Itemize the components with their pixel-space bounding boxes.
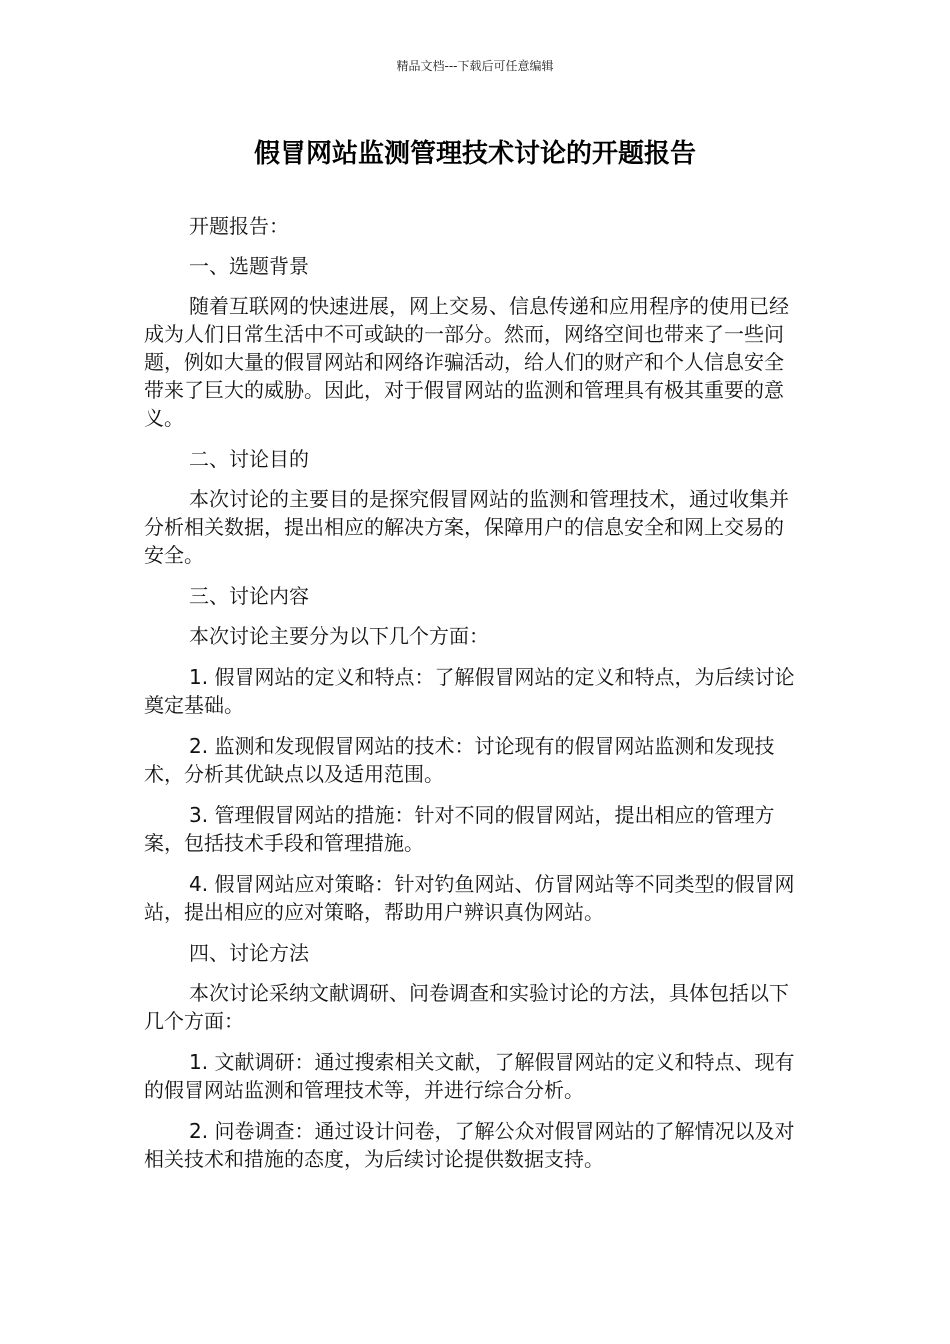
header-note: 精品文档---下载后可任意编辑 (396, 59, 554, 73)
list-item-method-1: 1. 文献调研：通过搜索相关文献，了解假冒网站的定义和特点、现有的假冒网站监测和管理技术等，并进行综合分析。 (144, 1050, 795, 1102)
list-item-content-1: 1. 假冒网站的定义和特点：了解假冒网站的定义和特点，为后续讨论奠定基础。 (144, 665, 795, 717)
paragraph-method-intro: 本次讨论采纳文献调研、问卷调查和实验讨论的方法，具体包括以下几个方面： (144, 981, 789, 1033)
section-heading-method: 四、讨论方法 (189, 941, 309, 965)
list-item-content-3: 3. 管理假冒网站的措施：针对不同的假冒网站，提出相应的管理方案，包括技术手段和管理措施。 (144, 803, 775, 855)
paragraph-content-intro: 本次讨论主要分为以下几个方面： (189, 624, 489, 648)
list-item-content-2: 2. 监测和发现假冒网站的技术：讨论现有的假冒网站监测和发现技术，分析其优缺点以及适用范围。 (144, 734, 775, 786)
paragraph-background: 随着互联网的快速进展，网上交易、信息传递和应用程序的使用已经成为人们日常生活中不可或缺的一部分。然而，网络空间也带来了一些问题，例如大量的假冒网站和网络诈骗活动，给人们的财产和个人信息安全带来了巨大的威胁。因此，对于假冒网站的监测和管理具有极其重要的意义。 (144, 294, 789, 430)
list-item-method-2: 2. 问卷调查：通过设计问卷，了解公众对假冒网站的了解情况以及对相关技术和措施的态度，为后续讨论提供数据支持。 (144, 1119, 795, 1171)
paragraph-purpose: 本次讨论的主要目的是探究假冒网站的监测和管理技术，通过收集并分析相关数据，提出相应的解决方案，保障用户的信息安全和网上交易的安全。 (144, 487, 789, 567)
document-body (144, 212, 800, 1186)
section-heading-background: 一、选题背景 (189, 254, 309, 278)
document-title: 假冒网站监测管理技术讨论的开题报告 (253, 139, 696, 169)
section-heading-purpose: 二、讨论目的 (189, 447, 309, 471)
report-label: 开题报告： (189, 214, 289, 238)
list-item-content-4: 4. 假冒网站应对策略：针对钓鱼网站、仿冒网站等不同类型的假冒网站，提出相应的应对策略，帮助用户辨识真伪网站。 (144, 872, 795, 924)
section-heading-content: 三、讨论内容 (189, 584, 309, 608)
